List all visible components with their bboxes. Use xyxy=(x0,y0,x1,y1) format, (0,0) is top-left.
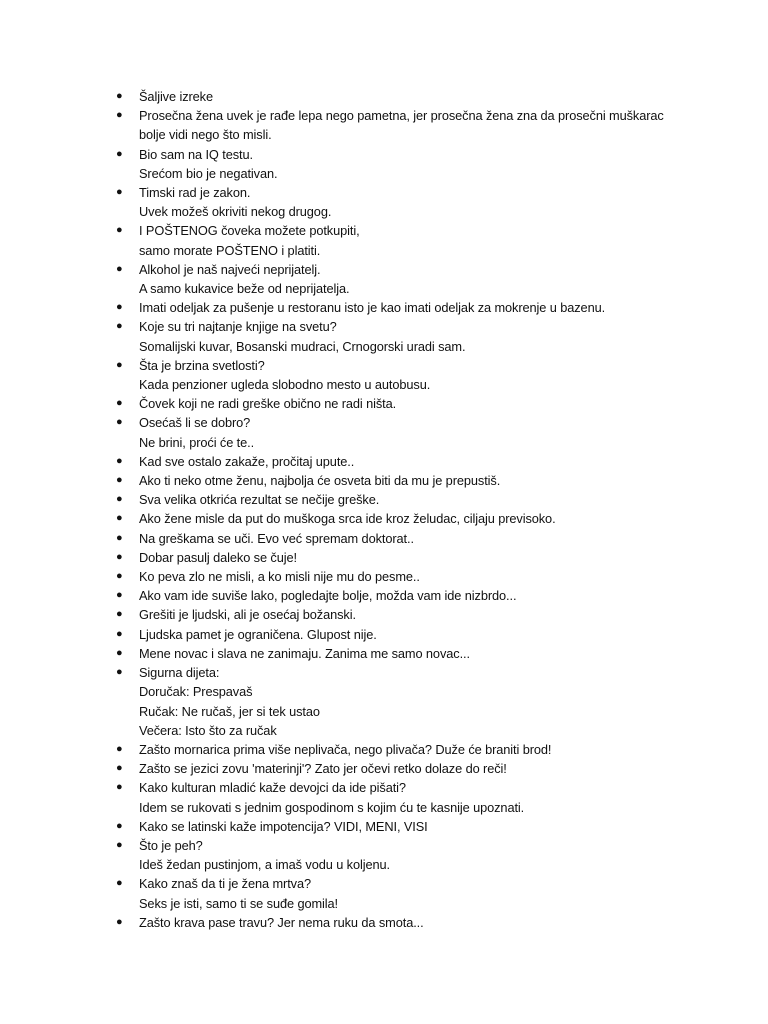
bullet-icon: ● xyxy=(116,186,123,199)
list-item xyxy=(116,567,739,586)
list-item-line: Zašto krava pase travu? Jer nema ruku da smota... xyxy=(139,914,424,930)
list-item-line: Šaljive izreke xyxy=(139,89,213,104)
bullet-icon: ● xyxy=(116,454,123,467)
list-item xyxy=(116,356,739,394)
bullet-icon: ● xyxy=(116,224,123,237)
list-item-line: Osećaš li se dobro? xyxy=(139,415,251,431)
list-item xyxy=(116,317,739,355)
list-item xyxy=(116,625,739,644)
list-item-line: Kada penzioner ugleda slobodno mesto u autobusu. xyxy=(139,377,431,393)
bullet-icon: ● xyxy=(116,320,123,333)
bullet-icon: ● xyxy=(116,742,123,755)
bullet-icon: ● xyxy=(116,493,123,506)
list-item xyxy=(116,548,739,567)
bullet-icon: ● xyxy=(116,781,123,794)
list-item-line: Imati odeljak za pušenje u restoranu isto je kao imati odeljak za mokrenje u bazenu. xyxy=(139,300,606,316)
list-item-line: Kako se latinski kaže impotencija? VIDI, MENI, VISI xyxy=(139,818,428,834)
list-item-line: Srećom bio je negativan. xyxy=(139,165,278,181)
list-item-line: Sva velika otkrića rezultat se nečije greške. xyxy=(139,492,380,508)
list-item-line: Uvek možeš okriviti nekog drugog. xyxy=(139,204,332,220)
bullet-icon: ● xyxy=(116,877,123,890)
list-item-line: Prosečna žena uvek je rađe lepa nego pametna, jer prosečna žena zna da prosečni muškarac xyxy=(139,108,664,124)
list-item-line: Ako žene misle da put do muškoga srca ide kroz želudac, ciljaju previsoko. xyxy=(139,511,556,527)
list-item-line: Zašto mornarica prima više neplivača, nego plivača? Duže će braniti brod! xyxy=(139,741,552,757)
list-item xyxy=(116,586,739,605)
bullet-icon: ● xyxy=(116,627,123,640)
list-item xyxy=(116,605,739,624)
bullet-icon: ● xyxy=(116,512,123,525)
list-item-line: Kad sve ostalo zakaže, pročitaj upute.. xyxy=(139,453,355,469)
bullet-icon: ● xyxy=(116,358,123,371)
list-item-line: Ko peva zlo ne misli, a ko misli nije mu do pesme.. xyxy=(139,569,420,585)
list-item xyxy=(116,183,739,221)
bullet-icon: ● xyxy=(116,608,123,621)
list-item-line: Ne brini, proći će te.. xyxy=(139,434,255,450)
list-item-line: Seks je isti, samo ti se suđe gomila! xyxy=(139,895,339,911)
list-item-line: Bio sam na IQ testu. xyxy=(139,146,253,162)
list-item-line: A samo kukavice beže od neprijatelja. xyxy=(139,281,350,297)
list-item-line: Sigurna dijeta: xyxy=(139,665,220,681)
bullet-icon: ● xyxy=(116,915,123,928)
bullet-icon: ● xyxy=(116,147,123,160)
bullet-icon: ● xyxy=(116,416,123,429)
list-item xyxy=(116,471,739,490)
list-item xyxy=(116,221,739,259)
list-item-line: Što je peh? xyxy=(139,837,203,853)
list-item xyxy=(116,644,739,663)
list-item xyxy=(116,740,739,759)
bullet-icon: ● xyxy=(116,666,123,679)
list-item-line: Kako znaš da ti je žena mrtva? xyxy=(139,876,311,892)
list-item-line: Večera: Isto što za ručak xyxy=(139,722,277,738)
list-item-line: Ako ti neko otme ženu, najbolja će osveta biti da mu je prepustiš. xyxy=(139,473,501,489)
list-item-line: Grešiti je ljudski, ali je osećaj božanski. xyxy=(139,607,356,623)
list-item-line: Čovek koji ne radi greške obično ne radi ništa. xyxy=(139,396,397,412)
list-item xyxy=(116,836,739,874)
list-item-line: Alkohol je naš najveći neprijatelj. xyxy=(139,261,321,277)
bullet-icon: ● xyxy=(116,570,123,583)
list-item-line: samo morate POŠTENO i platiti. xyxy=(139,242,321,258)
list-item xyxy=(116,874,739,912)
bullet-icon: ● xyxy=(116,550,123,563)
list-item xyxy=(116,106,739,144)
list-item xyxy=(116,298,739,317)
list-item-line: Ideš žedan pustinjom, a imaš vodu u koljenu. xyxy=(139,857,390,873)
list-item-line: Kako kulturan mladić kaže devojci da ide pišati? xyxy=(139,780,406,796)
jokes-list xyxy=(116,87,739,932)
list-item-line: Timski rad je zakon. xyxy=(139,185,251,201)
bullet-icon: ● xyxy=(116,589,123,602)
list-item-line: Ručak: Ne ručaš, jer si tek ustao xyxy=(139,703,320,719)
list-item-line: Doručak: Prespavaš xyxy=(139,684,253,700)
list-item xyxy=(116,663,739,740)
list-item-line: Na greškama se uči. Evo već spremam doktorat.. xyxy=(139,530,414,546)
list-item-line: Dobar pasulj daleko se čuje! xyxy=(139,549,297,565)
bullet-icon: ● xyxy=(116,90,123,102)
bullet-icon: ● xyxy=(116,646,123,659)
bullet-icon: ● xyxy=(116,262,123,275)
list-item xyxy=(116,778,739,816)
list-item-line: I POŠTENOG čoveka možete potkupiti, xyxy=(139,223,360,239)
bullet-icon: ● xyxy=(116,531,123,544)
list-item xyxy=(116,145,739,183)
list-item-line: Ako vam ide suviše lako, pogledajte bolje, možda vam ide nizbrdo... xyxy=(139,588,517,604)
list-item xyxy=(116,509,739,528)
list-item-line: Ljudska pamet je ograničena. Glupost nije. xyxy=(139,626,377,642)
list-item xyxy=(116,490,739,509)
list-item-line: Zašto se jezici zovu 'materinji'? Zato jer očevi retko dolaze do reči! xyxy=(139,761,507,777)
list-item xyxy=(116,452,739,471)
list-item xyxy=(116,529,739,548)
bullet-icon: ● xyxy=(116,838,123,851)
bullet-icon: ● xyxy=(116,819,123,832)
bullet-icon: ● xyxy=(116,474,123,487)
list-item xyxy=(116,413,739,451)
bullet-icon: ● xyxy=(116,301,123,314)
list-item-line: Idem se rukovati s jednim gospodinom s kojim ću te kasnije upoznati. xyxy=(139,799,525,815)
bullet-icon: ● xyxy=(116,109,123,122)
list-item-line: Somalijski kuvar, Bosanski mudraci, Crnogorski uradi sam. xyxy=(139,338,466,354)
list-item xyxy=(116,87,739,106)
list-item xyxy=(116,759,739,778)
list-item xyxy=(116,913,739,932)
bullet-icon: ● xyxy=(116,397,123,410)
list-item xyxy=(116,817,739,836)
bullet-icon: ● xyxy=(116,762,123,775)
list-item-line: Mene novac i slava ne zanimaju. Zanima me samo novac... xyxy=(139,645,470,661)
list-item-line: Šta je brzina svetlosti? xyxy=(139,357,265,373)
list-item xyxy=(116,394,739,413)
list-item-line: bolje vidi nego što misli. xyxy=(139,127,272,143)
list-item xyxy=(116,260,739,298)
list-item-line: Koje su tri najtanje knjige na svetu? xyxy=(139,319,337,335)
